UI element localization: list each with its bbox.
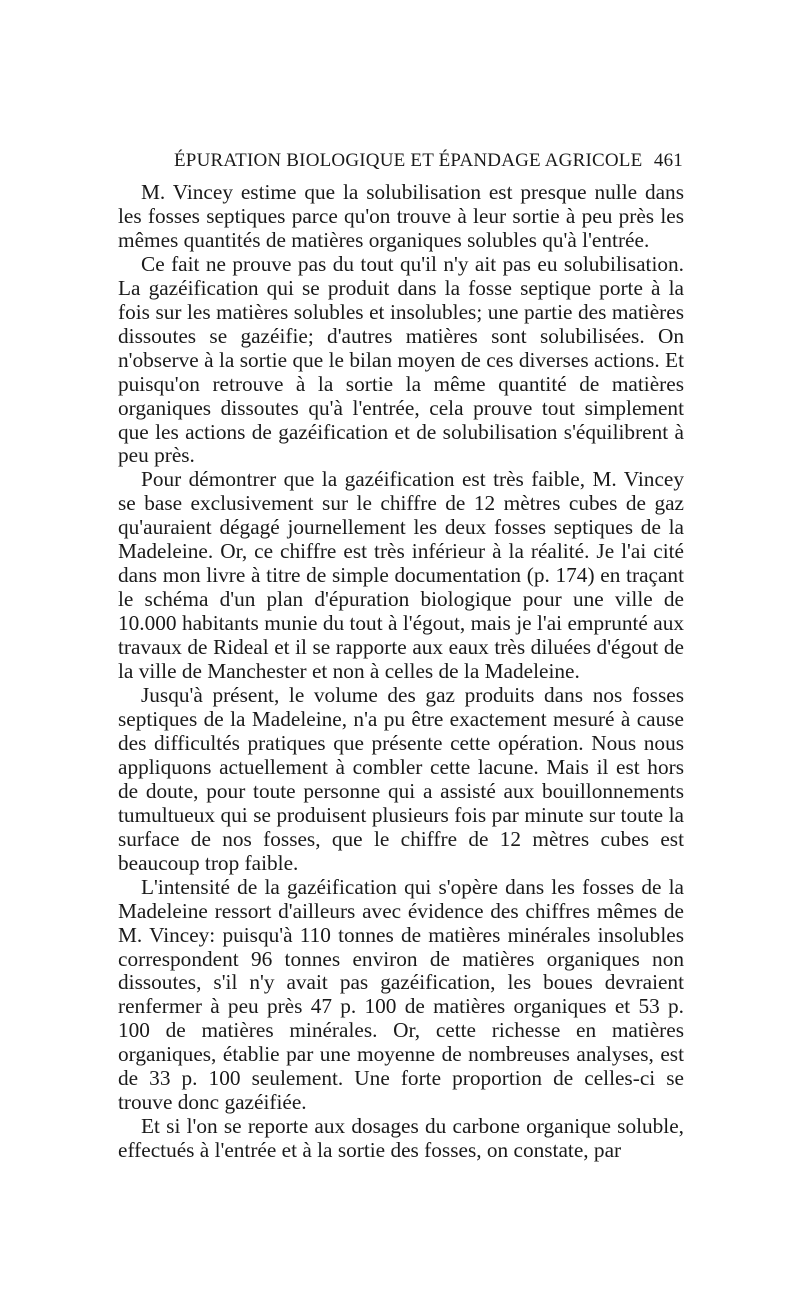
paragraph: M. Vincey estime que la solubilisation est presque nulle dans les fosses septiques parce qu'on trouve à leur sortie à peu près les mêmes quantités de matières organiques solubles qu'à l'entrée. — [118, 180, 684, 252]
paragraph: Ce fait ne prouve pas du tout qu'il n'y ait pas eu solubilisation. La gazéification qui se produit dans la fosse septique porte à la fois sur les matières solubles et insolubles; une partie des matières dissoutes se gazéifie; d'autres matières sont solubilisées. On n'observe à la sortie que le bilan moyen de ces diverses actions. Et puisqu'on retrouve à la sortie la même quantité de matières organiques dissoutes qu'à l'entrée, cela prouve tout simplement que les actions de gazéification et de solubilisation s'équilibrent à peu près. — [118, 251, 684, 468]
paragraph: Jusqu'à présent, le volume des gaz produits dans nos fosses septiques de la Madeleine, n'a pu être exactement mesuré à cause des difficultés pratiques que présente cette opération. Nous nous appliquons actuellement à combler cette lacune. Mais il est hors de doute, pour toute personne qui a assisté aux bouillonnements tumultueux qui se produisent plusieurs fois par minute sur toute la surface de nos fosses, que le chiffre de 12 mètres cubes est beaucoup trop faible. — [118, 683, 684, 875]
page-number: 461 — [653, 150, 683, 171]
paragraph: L'intensité de la gazéification qui s'opère dans les fosses de la Madeleine ressort d'ailleurs avec évidence des chiffres mêmes de M. Vincey: puisqu'à 110 tonnes de matières minérales insolubles correspondent 96 tonnes environ de matières organiques non dissoutes, s'il n'y avait pas gazéification, les boues devraient renfermer à peu près 47 p. 100 de matières organiques et 53 p. 100 de matières minérales. Or, cette richesse en matières organiques, établie par une moyenne de nombreuses analyses, est de 33 p. 100 seulement. Une forte proportion de celles-ci se trouve donc gazéifiée. — [118, 874, 684, 1115]
body-text — [118, 181, 684, 1163]
paragraph: Et si l'on se reporte aux dosages du carbone organique soluble, effectués à l'entrée et à la sortie des fosses, on constate, par — [118, 1114, 684, 1163]
running-title: ÉPURATION BIOLOGIQUE ET ÉPANDAGE AGRICOLE — [174, 150, 643, 171]
paragraph: Pour démontrer que la gazéification est très faible, M. Vincey se base exclusivement sur le chiffre de 12 mètres cubes de gaz qu'auraient dégagé journellement les deux fosses septiques de la Madeleine. Or, ce chiffre est très inférieur à la réalité. Je l'ai cité dans mon livre à titre de simple documentation (p. 174) en traçant le schéma d'un plan d'épuration biologique pour une ville de 10.000 habitants munie du tout à l'égout, mais je l'ai emprunté aux travaux de Rideal et il se rapporte aux eaux très diluées d'égout de la ville de Manchester et non à celles de la Madeleine. — [118, 467, 684, 684]
